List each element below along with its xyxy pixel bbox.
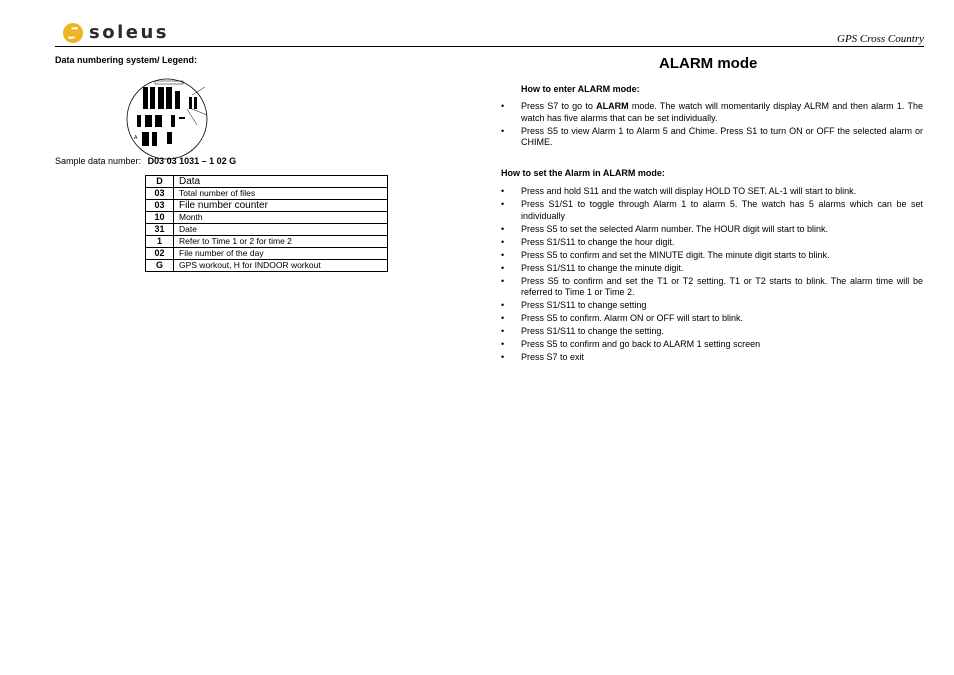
list-item: • Press S1/S1 to toggle through Alarm 1 to alarm 5. The watch has 5 alarms which can be set individually: [501, 199, 923, 222]
table-row: [146, 260, 388, 272]
table-row: [146, 236, 388, 248]
desc-cell: GPS workout, H for INDOOR workout: [174, 260, 388, 272]
list-item: • Press S1/S11 to change the hour digit.: [501, 237, 923, 249]
list-item: • Press S5 to confirm. Alarm ON or OFF will start to blink.: [501, 313, 923, 325]
sample-value: D03 03 1031 – 1 02 G: [147, 156, 237, 166]
set-steps-list: [501, 186, 923, 365]
sample-label: Sample data number:: [55, 156, 142, 166]
code-cell: 02: [146, 248, 174, 260]
list-item: • Press S5 to confirm and set the MINUTE digit. The minute digit starts to blink.: [501, 250, 923, 262]
step-text-pre: Press S7 to go to: [521, 101, 593, 111]
table-row: [146, 248, 388, 260]
code-cell: 03: [146, 200, 174, 212]
code-cell: 03: [146, 188, 174, 200]
soleus-logo-icon: [63, 23, 83, 43]
step-text-post: mode. The watch will momentarily display ALRM and then alarm 1. The watch has five alarms that can be set individually.: [521, 101, 923, 123]
list-item: • Press S1/S11 to change setting: [501, 300, 923, 312]
legend-table: [145, 175, 388, 272]
table-row: [146, 188, 388, 200]
brand-logo: [63, 22, 169, 43]
desc-cell: Date: [174, 224, 388, 236]
step-text-bold: ALARM: [596, 101, 629, 111]
list-item: • Press S1/S11 to change the minute digit.: [501, 263, 923, 275]
code-cell: 10: [146, 212, 174, 224]
svg-text:A: A: [134, 135, 138, 141]
desc-cell: File number of the day: [174, 248, 388, 260]
code-cell: 31: [146, 224, 174, 236]
desc-cell: File number counter: [174, 200, 388, 212]
list-item: • Press S5 to confirm and go back to ALARM 1 setting screen: [501, 339, 923, 351]
code-cell: 1: [146, 236, 174, 248]
table-row: [146, 224, 388, 236]
list-item: • Press S5 to view Alarm 1 to Alarm 5 and Chime. Press S1 to turn ON or OFF the selected alarm or CHIME.: [501, 126, 923, 149]
table-row: [146, 212, 388, 224]
list-item: • Press S7 to exit: [501, 352, 923, 364]
desc-cell: Month: [174, 212, 388, 224]
list-item: • Press S5 to set the selected Alarm number. The HOUR digit will start to blink.: [501, 224, 923, 236]
section-title: ALARM mode: [659, 55, 758, 72]
header-divider: [55, 46, 924, 47]
list-item: • Press S5 to confirm and set the T1 or T2 setting. T1 or T2 starts to blink. The alarm time will be referred to Time 1 or Time 2.: [501, 276, 923, 299]
enter-list: [501, 101, 923, 150]
enter-heading: How to enter ALARM mode:: [521, 84, 640, 94]
legend-title: Data numbering system/ Legend:: [55, 55, 198, 65]
code-cell: D: [146, 176, 174, 188]
brand-name: soleus: [89, 22, 169, 43]
list-item: • Press and hold S11 and the watch will display HOLD TO SET. AL-1 will start to blink.: [501, 186, 923, 198]
list-item: • Press S1/S11 to change the setting.: [501, 326, 923, 338]
set-heading: How to set the Alarm in ALARM mode:: [501, 168, 665, 178]
sample-data-number: [55, 156, 236, 166]
table-row: [146, 200, 388, 212]
watch-display-icon: [125, 77, 210, 161]
document-title: GPS Cross Country: [837, 33, 924, 45]
desc-cell: Total number of files: [174, 188, 388, 200]
table-row: [146, 176, 388, 188]
list-item: [501, 101, 923, 124]
code-cell: G: [146, 260, 174, 272]
desc-cell: Refer to Time 1 or 2 for time 2: [174, 236, 388, 248]
desc-cell: Data: [174, 176, 388, 188]
